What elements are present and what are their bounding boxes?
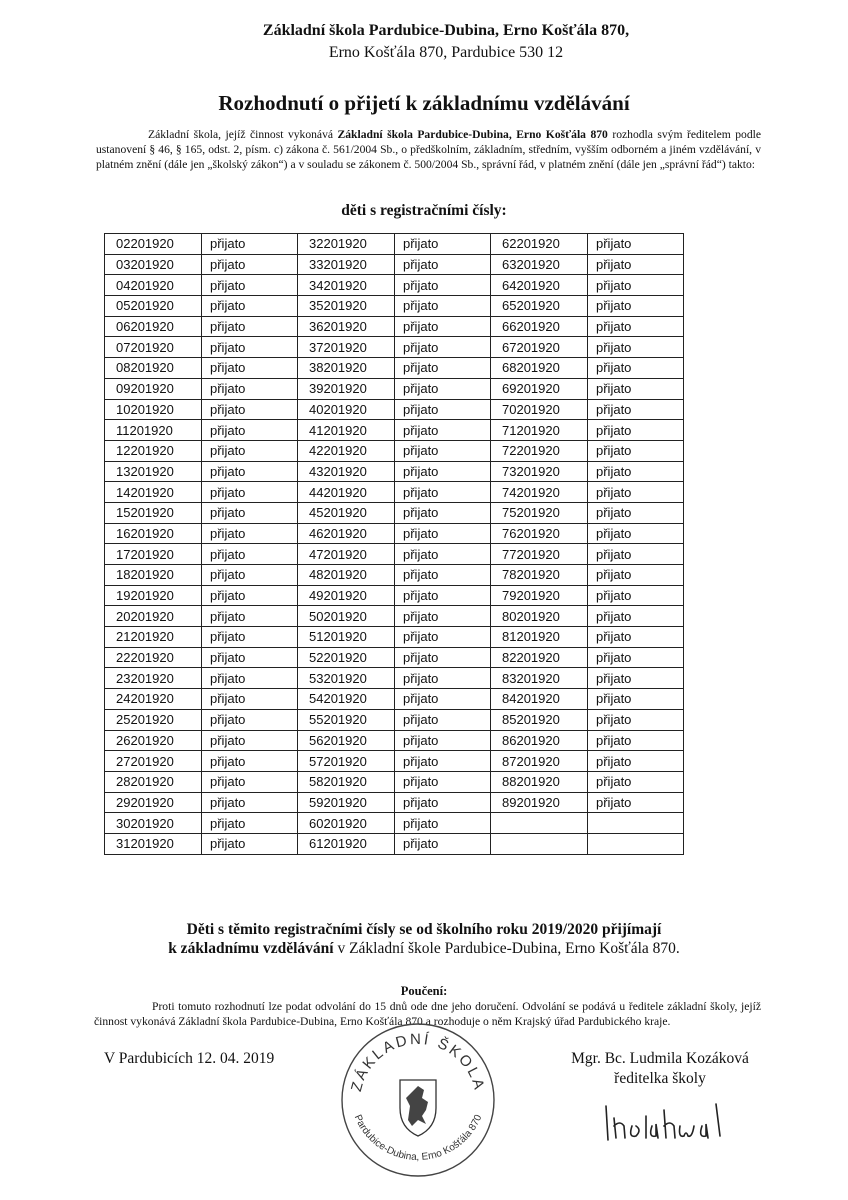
stamp-top-text: ZÁKLADNÍ ŠKOLA	[347, 1030, 489, 1094]
registration-number: 72201920	[491, 440, 588, 461]
registration-number: 55201920	[298, 709, 395, 730]
table-row	[105, 420, 684, 441]
admission-status: přijato	[588, 730, 684, 751]
admission-status: přijato	[202, 751, 298, 772]
admission-status: přijato	[588, 254, 684, 275]
registration-number: 11201920	[105, 420, 202, 441]
registration-number: 06201920	[105, 316, 202, 337]
registration-number: 30201920	[105, 813, 202, 834]
table-row	[105, 709, 684, 730]
registration-number: 80201920	[491, 606, 588, 627]
admission-status: přijato	[202, 316, 298, 337]
admission-status: přijato	[395, 627, 491, 648]
registration-number: 07201920	[105, 337, 202, 358]
admission-status: přijato	[202, 399, 298, 420]
registration-number: 17201920	[105, 544, 202, 565]
registration-number: 16201920	[105, 523, 202, 544]
registration-number: 82201920	[491, 647, 588, 668]
admission-status: přijato	[202, 689, 298, 710]
registration-number: 40201920	[298, 399, 395, 420]
registration-number: 10201920	[105, 399, 202, 420]
registration-number: 18201920	[105, 565, 202, 586]
admission-status: přijato	[588, 668, 684, 689]
admission-status: přijato	[395, 709, 491, 730]
admission-status: přijato	[202, 585, 298, 606]
registration-number: 73201920	[491, 461, 588, 482]
table-row	[105, 606, 684, 627]
registration-number: 83201920	[491, 668, 588, 689]
registration-number: 02201920	[105, 234, 202, 255]
registration-number: 51201920	[298, 627, 395, 648]
registration-number: 42201920	[298, 440, 395, 461]
registration-number: 58201920	[298, 771, 395, 792]
admission-status: přijato	[588, 358, 684, 379]
registration-number: 61201920	[298, 833, 395, 854]
registration-number: 52201920	[298, 647, 395, 668]
registration-number: 29201920	[105, 792, 202, 813]
admission-status: přijato	[395, 606, 491, 627]
admission-status: přijato	[588, 420, 684, 441]
admission-status: přijato	[395, 420, 491, 441]
table-row	[105, 771, 684, 792]
admission-status: přijato	[395, 296, 491, 317]
admission-status: přijato	[202, 709, 298, 730]
school-header-address: Erno Košťála 870, Pardubice 530 12	[328, 44, 564, 61]
admission-status: přijato	[202, 813, 298, 834]
registration-number: 81201920	[491, 627, 588, 648]
table-row	[105, 647, 684, 668]
registration-number: 65201920	[491, 296, 588, 317]
table-row	[105, 461, 684, 482]
table-row	[105, 254, 684, 275]
registration-number: 43201920	[298, 461, 395, 482]
registration-number: 63201920	[491, 254, 588, 275]
registration-number: 22201920	[105, 647, 202, 668]
table-row	[105, 792, 684, 813]
admission-status: přijato	[588, 440, 684, 461]
admission-status: přijato	[395, 254, 491, 275]
admission-status: přijato	[588, 565, 684, 586]
registration-number: 54201920	[298, 689, 395, 710]
admission-status: přijato	[395, 502, 491, 523]
registration-number: 31201920	[105, 833, 202, 854]
registration-number: 64201920	[491, 275, 588, 296]
admission-status: přijato	[588, 461, 684, 482]
admission-status: přijato	[395, 461, 491, 482]
table-row	[105, 358, 684, 379]
admission-status: přijato	[588, 523, 684, 544]
registration-number: 34201920	[298, 275, 395, 296]
table-row	[105, 833, 684, 854]
table-row	[105, 482, 684, 503]
registration-number: 33201920	[298, 254, 395, 275]
registration-number: 37201920	[298, 337, 395, 358]
registration-number: 77201920	[491, 544, 588, 565]
admission-status: přijato	[395, 751, 491, 772]
admission-status: přijato	[202, 606, 298, 627]
registration-number: 32201920	[298, 234, 395, 255]
admission-status: přijato	[395, 544, 491, 565]
registration-number: 71201920	[491, 420, 588, 441]
table-row	[105, 316, 684, 337]
registration-number: 89201920	[491, 792, 588, 813]
registration-number: 38201920	[298, 358, 395, 379]
admission-status: přijato	[588, 689, 684, 710]
instruction-heading: Poučení:	[400, 984, 448, 998]
table-row	[105, 296, 684, 317]
registration-number: 39201920	[298, 378, 395, 399]
admission-status: přijato	[395, 482, 491, 503]
table-row	[105, 399, 684, 420]
admission-status: přijato	[395, 730, 491, 751]
registration-number: 14201920	[105, 482, 202, 503]
registration-number: 66201920	[491, 316, 588, 337]
registration-number: 50201920	[298, 606, 395, 627]
school-stamp	[338, 1020, 498, 1180]
registration-number: 87201920	[491, 751, 588, 772]
admission-status: přijato	[202, 565, 298, 586]
instruction-text: Proti tomuto rozhodnutí lze podat odvolání do 15 dnů ode dne jeho doručení. Odvolání se podává u ředitele základní školy, jejíž činnost vykonává Základní škola Pardubice-Dubina, Erno Košťála 870 a rozhoduje o něm Krajský úřad Pardubického kraje.	[94, 1000, 761, 1028]
registration-number: 05201920	[105, 296, 202, 317]
table-row	[105, 502, 684, 523]
registration-number: 46201920	[298, 523, 395, 544]
admission-status: přijato	[395, 813, 491, 834]
admission-status: přijato	[202, 730, 298, 751]
registration-number: 44201920	[298, 482, 395, 503]
registration-number: 25201920	[105, 709, 202, 730]
table-subtitle: děti s registračními čísly:	[341, 202, 507, 219]
admission-status: přijato	[588, 316, 684, 337]
table-row	[105, 337, 684, 358]
admission-status: přijato	[588, 275, 684, 296]
admission-status: přijato	[588, 296, 684, 317]
table-row	[105, 234, 684, 255]
admission-status: přijato	[395, 668, 491, 689]
registration-number: 78201920	[491, 565, 588, 586]
registration-number: 62201920	[491, 234, 588, 255]
registration-number: 76201920	[491, 523, 588, 544]
decision-statement	[0, 920, 848, 958]
admission-status: přijato	[202, 275, 298, 296]
admission-status: přijato	[588, 709, 684, 730]
admission-status: přijato	[202, 378, 298, 399]
decision-line2-rest: v Základní škole Pardubice-Dubina, Erno Košťála 870.	[333, 940, 680, 957]
registration-number: 20201920	[105, 606, 202, 627]
table-row	[105, 813, 684, 834]
decision-line1: Děti s těmito registračními čísly se od školního roku 2019/2020 přijímají	[186, 921, 662, 938]
table-row	[105, 440, 684, 461]
stamp-bottom-text: Pardubice-Dubina, Erno Košťála 870	[351, 1113, 485, 1164]
admission-status: přijato	[395, 316, 491, 337]
registration-number: 56201920	[298, 730, 395, 751]
admission-status: přijato	[395, 399, 491, 420]
registration-number: 45201920	[298, 502, 395, 523]
registration-number: 60201920	[298, 813, 395, 834]
decision-line2-bold: k základnímu vzdělávání	[168, 940, 334, 957]
admission-status: přijato	[588, 502, 684, 523]
registration-number: 23201920	[105, 668, 202, 689]
registration-number: 84201920	[491, 689, 588, 710]
admission-status: přijato	[588, 792, 684, 813]
registration-number	[491, 813, 588, 834]
registration-number: 04201920	[105, 275, 202, 296]
registration-number: 09201920	[105, 378, 202, 399]
admission-status: přijato	[395, 523, 491, 544]
registration-number: 48201920	[298, 565, 395, 586]
registration-number: 79201920	[491, 585, 588, 606]
registration-number: 59201920	[298, 792, 395, 813]
admission-status: přijato	[395, 337, 491, 358]
registration-number: 70201920	[491, 399, 588, 420]
admission-status: přijato	[202, 337, 298, 358]
admission-status: přijato	[202, 461, 298, 482]
school-header-name: Základní škola Pardubice-Dubina, Erno Košťála 870,	[262, 22, 630, 39]
registration-number: 69201920	[491, 378, 588, 399]
registration-number: 75201920	[491, 502, 588, 523]
admission-status: přijato	[202, 833, 298, 854]
admission-status	[588, 833, 684, 854]
admission-status: přijato	[588, 544, 684, 565]
registration-number: 36201920	[298, 316, 395, 337]
admission-status: přijato	[202, 440, 298, 461]
admission-status: přijato	[588, 585, 684, 606]
director-signature	[598, 1096, 748, 1146]
table-row	[105, 668, 684, 689]
table-row	[105, 730, 684, 751]
intro-text-1: Základní škola, jejíž činnost vykonává	[148, 128, 338, 141]
admission-status: přijato	[202, 296, 298, 317]
admission-status: přijato	[395, 565, 491, 586]
table-row	[105, 689, 684, 710]
registration-number: 41201920	[298, 420, 395, 441]
admission-status: přijato	[202, 771, 298, 792]
admission-status: přijato	[202, 523, 298, 544]
registration-number: 03201920	[105, 254, 202, 275]
registration-number: 19201920	[105, 585, 202, 606]
registration-number: 24201920	[105, 689, 202, 710]
table-row	[105, 565, 684, 586]
admission-status: přijato	[202, 502, 298, 523]
admission-status: přijato	[202, 254, 298, 275]
registration-number	[491, 833, 588, 854]
admission-status: přijato	[395, 647, 491, 668]
admission-status: přijato	[588, 771, 684, 792]
admission-status: přijato	[395, 689, 491, 710]
admission-status: přijato	[395, 358, 491, 379]
admission-status: přijato	[588, 627, 684, 648]
registration-number: 67201920	[491, 337, 588, 358]
admission-status: přijato	[588, 606, 684, 627]
place-date: V Pardubicích 12. 04. 2019	[104, 1050, 275, 1067]
table-row	[105, 544, 684, 565]
admission-status: přijato	[202, 792, 298, 813]
admission-status: přijato	[202, 668, 298, 689]
admission-status: přijato	[588, 647, 684, 668]
admission-status: přijato	[395, 234, 491, 255]
document-title: Rozhodnutí o přijetí k základnímu vzdělávání	[218, 91, 630, 115]
registration-number: 15201920	[105, 502, 202, 523]
registration-number: 88201920	[491, 771, 588, 792]
admission-status: přijato	[395, 440, 491, 461]
admission-status: přijato	[202, 358, 298, 379]
registration-number: 86201920	[491, 730, 588, 751]
admission-status: přijato	[202, 420, 298, 441]
registration-number: 68201920	[491, 358, 588, 379]
admission-status: přijato	[588, 751, 684, 772]
registration-number: 08201920	[105, 358, 202, 379]
registration-number: 27201920	[105, 751, 202, 772]
admission-status: přijato	[588, 337, 684, 358]
table-row	[105, 523, 684, 544]
admission-status: přijato	[395, 585, 491, 606]
admission-status: přijato	[395, 833, 491, 854]
admission-status: přijato	[588, 234, 684, 255]
registration-table	[104, 233, 684, 855]
admission-status: přijato	[588, 378, 684, 399]
admission-status: přijato	[395, 792, 491, 813]
admission-status: přijato	[588, 399, 684, 420]
registration-number: 57201920	[298, 751, 395, 772]
admission-status	[588, 813, 684, 834]
registration-number: 49201920	[298, 585, 395, 606]
registration-number: 85201920	[491, 709, 588, 730]
admission-status: přijato	[395, 378, 491, 399]
registration-number: 13201920	[105, 461, 202, 482]
signer-role: ředitelka školy	[614, 1070, 706, 1087]
registration-number: 21201920	[105, 627, 202, 648]
intro-text-2: rozhodla svým ředitelem podle ustanovení § 46, § 165, odst. 2, písm. c) zákona č. 561/2004 Sb., o předškolním, základním, středním, vyšším odborném a jiném vzdělávání, v platném znění (dále jen „školský zákon“) a v souladu se zákonem č. 500/2004 Sb., správní řád, v platném znění (dále jen „správní řád“) takto:	[96, 128, 761, 171]
registration-number: 26201920	[105, 730, 202, 751]
coat-of-arms-icon	[400, 1080, 436, 1136]
table-row	[105, 275, 684, 296]
registration-number: 74201920	[491, 482, 588, 503]
registration-number: 53201920	[298, 668, 395, 689]
admission-status: přijato	[202, 544, 298, 565]
table-row	[105, 585, 684, 606]
admission-status: přijato	[395, 771, 491, 792]
registration-number: 35201920	[298, 296, 395, 317]
intro-text-bold: Základní škola Pardubice-Dubina, Erno Košťála 870	[337, 128, 608, 141]
registration-number: 28201920	[105, 771, 202, 792]
table-row	[105, 378, 684, 399]
signer-name: Mgr. Bc. Ludmila Kozáková	[571, 1050, 749, 1067]
intro-paragraph	[96, 127, 761, 172]
admission-status: přijato	[202, 482, 298, 503]
admission-status: přijato	[202, 234, 298, 255]
table-row	[105, 751, 684, 772]
admission-status: přijato	[202, 627, 298, 648]
admission-status: přijato	[588, 482, 684, 503]
admission-status: přijato	[395, 275, 491, 296]
table-row	[105, 627, 684, 648]
registration-number: 12201920	[105, 440, 202, 461]
registration-number: 47201920	[298, 544, 395, 565]
admission-status: přijato	[202, 647, 298, 668]
